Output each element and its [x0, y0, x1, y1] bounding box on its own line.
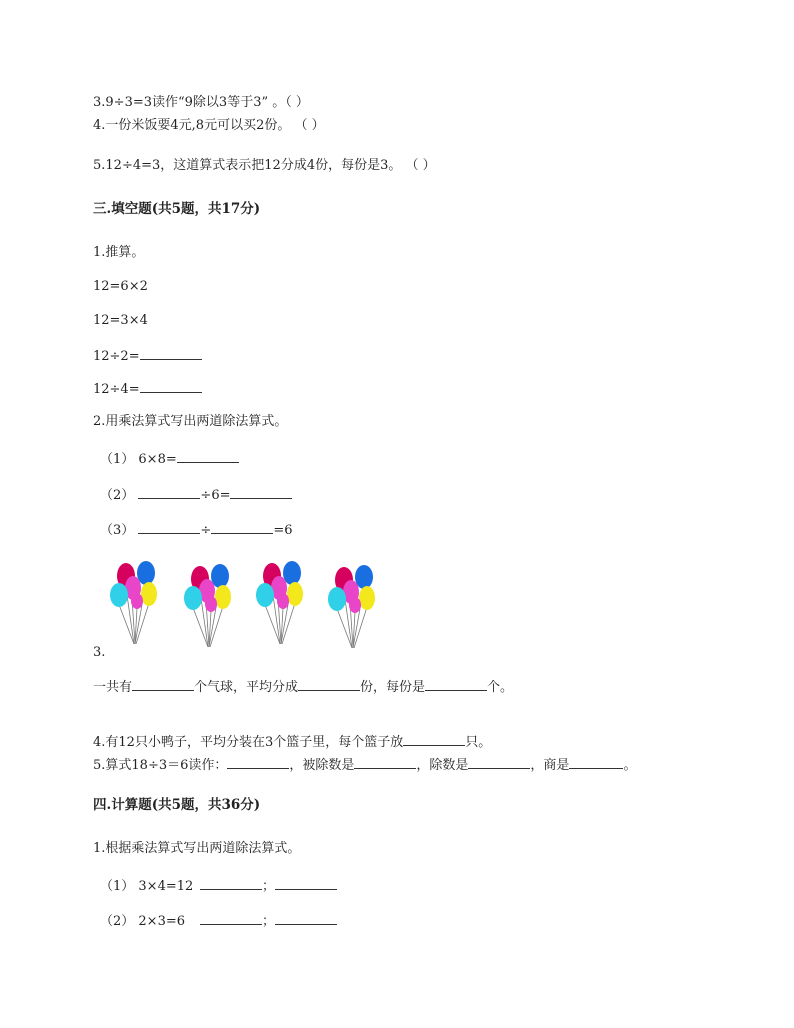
s4-q1-stem: 1.根据乘法算式写出两道除法算式。 [93, 841, 301, 856]
s3-q1-stem: 1.推算。 [93, 245, 145, 260]
s3-q5-c: ，除数是 [416, 758, 469, 773]
s3-q1-line3-text: 12÷2= [93, 349, 140, 364]
answer-blank[interactable] [132, 678, 194, 691]
judge-q5: 5.12÷4=3，这道算式表示把12分成4份，每份是3。 （ ） [93, 158, 436, 173]
judge-q4: 4.一份米饭要4元,8元可以买2份。 （ ） [93, 118, 325, 133]
balloon [137, 561, 155, 585]
s3-q3-c: 份，每份是 [360, 680, 426, 695]
answer-blank[interactable] [140, 347, 202, 360]
answer-blank[interactable] [177, 450, 239, 463]
answer-blank[interactable] [569, 756, 623, 769]
s3-q2-p3 [100, 521, 293, 539]
section4-title: 四.计算题(共5题，共36分) [93, 797, 261, 813]
balloon [131, 593, 143, 609]
s3-q5-b: ，被除数是 [289, 758, 355, 773]
answer-blank[interactable] [468, 756, 530, 769]
s4-q1-p1 [100, 877, 337, 895]
s3-q1-line4-text: 12÷4= [93, 382, 140, 397]
answer-blank[interactable] [425, 678, 487, 691]
answer-blank[interactable] [227, 756, 289, 769]
answer-blank[interactable] [403, 733, 465, 746]
s3-q5-a: 5.算式18÷3＝6读作： [93, 758, 228, 773]
s3-q1-line2: 12=3×4 [93, 313, 148, 328]
s3-q2-p2 [100, 486, 292, 504]
answer-blank[interactable] [140, 380, 202, 393]
answer-blank[interactable] [298, 678, 360, 691]
s3-q1-line1: 12=6×2 [93, 279, 148, 294]
s4-q1-p2 [100, 912, 337, 930]
s4-q1-sep: ； [262, 879, 276, 894]
s4-q1-p1-text: （1） 3×4=12 [100, 879, 194, 894]
s3-q2-p2-text: （2） [100, 488, 135, 503]
s3-q2-stem: 2.用乘法算式写出两道除法算式。 [93, 414, 288, 429]
s3-q3-text [93, 678, 513, 696]
section3-title: 三.填空题(共5题，共17分) [93, 201, 261, 217]
answer-blank[interactable] [230, 486, 292, 499]
s3-q3-a: 一共有 [93, 680, 133, 695]
answer-blank[interactable] [275, 912, 337, 925]
answer-blank[interactable] [200, 877, 262, 890]
balloon [110, 583, 128, 607]
s3-q1-line4 [93, 380, 202, 398]
s3-q3-d: 个。 [487, 680, 514, 695]
answer-blank[interactable] [200, 912, 262, 925]
s3-q2-p3-mid: ÷ [200, 523, 212, 538]
answer-blank[interactable] [138, 521, 200, 534]
s3-q1-line3 [93, 347, 202, 365]
judge-q3: 3.9÷3=3读作“9除以3等于3” 。（ ） [93, 95, 309, 110]
s4-q1-sep: ； [262, 914, 276, 929]
s3-q3-b: 个气球，平均分成 [194, 680, 299, 695]
s3-q4-b: 只。 [465, 735, 492, 750]
balloon-group [110, 561, 157, 644]
s3-q5-d: ，商是 [530, 758, 570, 773]
s4-q1-p2-text: （2） 2×3=6 [100, 914, 186, 929]
answer-blank[interactable] [211, 521, 273, 534]
s3-q2-p3-end: =6 [273, 523, 293, 538]
s3-q2-p1 [100, 450, 239, 468]
answer-blank[interactable] [275, 877, 337, 890]
s3-q4-a: 4.有12只小鸭子，平均分装在3个篮子里，每个篮子放 [93, 735, 404, 750]
s3-q3-num: 3. [93, 645, 106, 660]
answer-blank[interactable] [354, 756, 416, 769]
answer-blank[interactable] [138, 486, 200, 499]
s3-q5 [93, 756, 636, 774]
balloon-groups-image [104, 558, 394, 654]
balloon [141, 582, 157, 606]
s3-q5-e: 。 [623, 758, 637, 773]
s3-q2-p2-mid: ÷6= [200, 488, 231, 503]
s3-q4 [93, 733, 491, 751]
s3-q2-p3-text: （3） [100, 523, 135, 538]
s3-q2-p1-text: （1） 6×8= [100, 452, 177, 467]
